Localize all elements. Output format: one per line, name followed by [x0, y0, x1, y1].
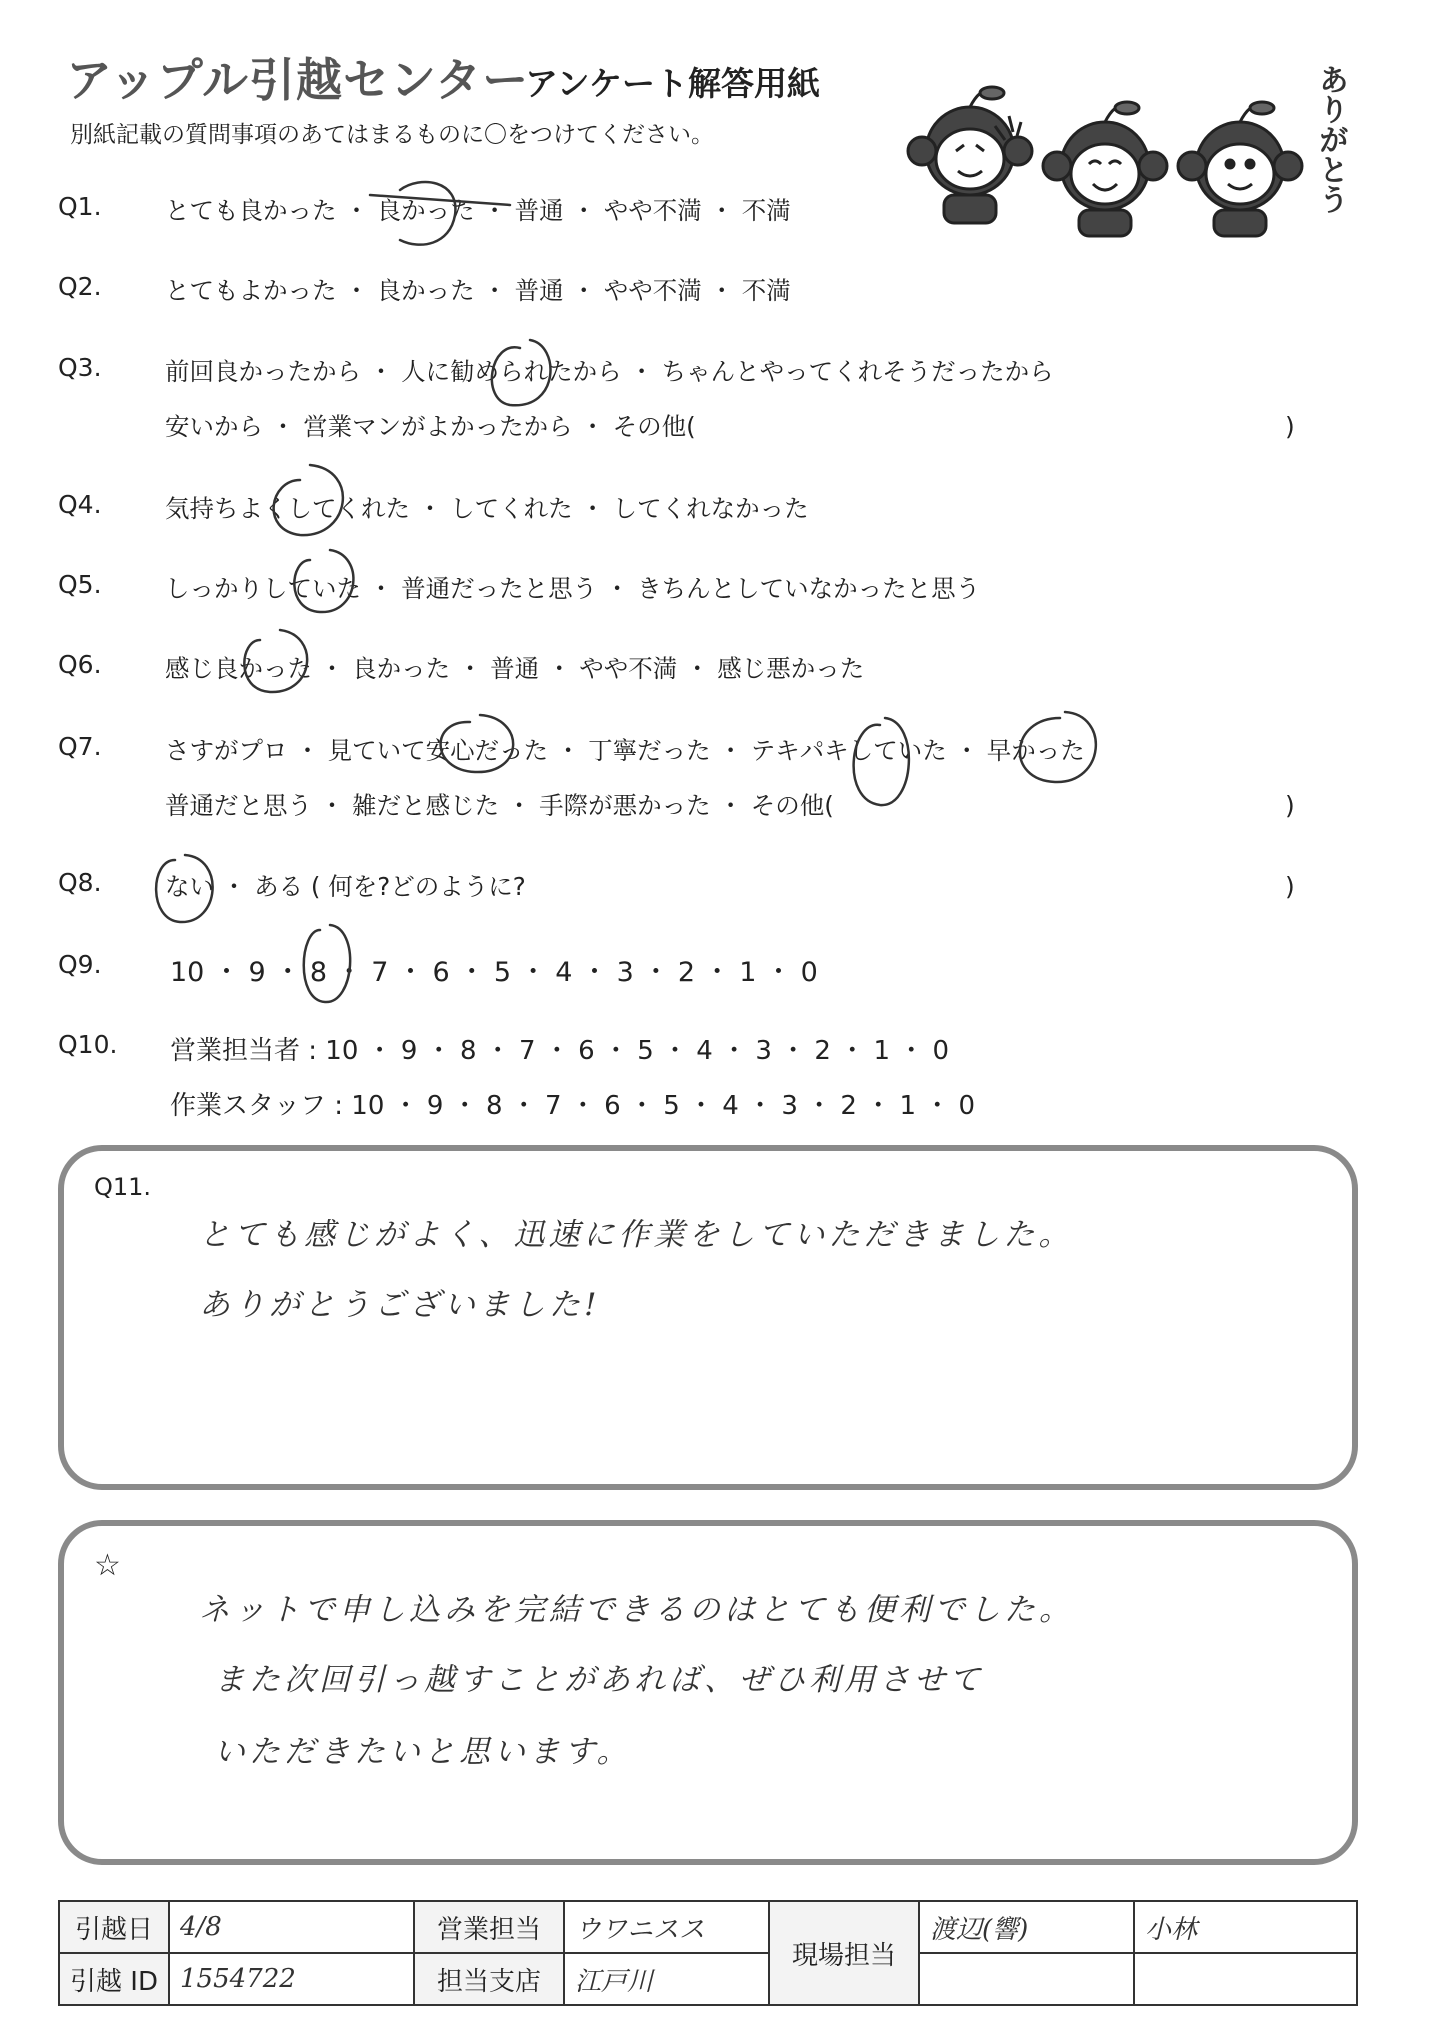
q6-label: Q6.: [58, 650, 102, 679]
q1-options: とても良かった ・ 良かった ・ 普通 ・ やや不満 ・ 不満: [165, 196, 791, 225]
move-date-value: 4/8: [169, 1901, 414, 1953]
q9-label: Q9.: [58, 950, 102, 979]
q5-label: Q5.: [58, 570, 102, 599]
site-staff-1: 渡辺(響): [919, 1901, 1134, 1953]
move-id-value: 1554722: [169, 1953, 414, 2005]
q7-close-paren: ): [1285, 791, 1295, 820]
branch-value: 江戸川: [564, 1953, 769, 2005]
q8-options: ない ・ ある ( 何を?どのように?: [165, 872, 526, 901]
comment-line3: いただきたいと思います。: [214, 1734, 632, 1770]
company-name: アップル引越センター: [66, 53, 530, 107]
sales-value: ウワニスス: [564, 1901, 769, 1953]
q2-options: とてもよかった ・ 良かった ・ 普通 ・ やや不満 ・ 不満: [165, 276, 791, 305]
site-staff-3-empty: [919, 1953, 1134, 2005]
q3-close-paren: ): [1285, 412, 1295, 441]
q3-options-line1: 前回良かったから ・ 人に勧められたから ・ ちゃんとやってくれそうだったから: [165, 357, 1054, 386]
site-staff-2: 小林: [1134, 1901, 1357, 1953]
q11-label: Q11.: [94, 1173, 152, 1201]
instruction-text: 別紙記載の質問事項のあてはまるものに〇をつけてください。: [70, 122, 714, 148]
move-id-label: 引越 ID: [59, 1953, 169, 2005]
q11-answer-line2: ありがとうございました!: [199, 1287, 601, 1323]
sales-label: 営業担当: [414, 1901, 564, 1953]
branch-label: 担当支店: [414, 1953, 564, 2005]
q7-label: Q7.: [58, 732, 102, 761]
q8-label: Q8.: [58, 868, 102, 897]
q9-scale: 10 ・ 9 ・ 8 ・ 7 ・ 6 ・ 5 ・ 4 ・ 3 ・ 2 ・ 1 ・ 0: [170, 957, 818, 988]
q7-options-line2: 普通だと思う ・ 雑だと感じた ・ 手際が悪かった ・ その他(: [165, 791, 834, 820]
form-title: アンケート解答用紙: [525, 64, 821, 103]
q11-answer-box: [58, 1145, 1358, 1490]
mascot-caption: ありがとう: [1313, 64, 1348, 214]
move-info-table: [58, 1900, 1358, 2006]
q1-label: Q1.: [58, 192, 102, 221]
q4-options: 気持ちよくしてくれた ・ してくれた ・ してくれなかった: [165, 494, 809, 523]
q6-options: 感じ良かった ・ 良かった ・ 普通 ・ やや不満 ・ 感じ悪かった: [165, 654, 865, 683]
q10-label: Q10.: [58, 1030, 118, 1059]
q3-label: Q3.: [58, 353, 102, 382]
move-date-label: 引越日: [59, 1901, 169, 1953]
q3-options-line2: 安いから ・ 営業マンがよかったから ・ その他(: [165, 412, 696, 441]
monkey-mascot-illustration: [900, 56, 1360, 241]
q2-label: Q2.: [58, 272, 102, 301]
site-staff-label: 現場担当: [769, 1901, 919, 2005]
comment-line1: ネットで申し込みを完結できるのはとても便利でした。: [199, 1592, 1074, 1628]
q5-options: しっかりしていた ・ 普通だったと思う ・ きちんとしていなかったと思う: [165, 574, 981, 603]
q4-label: Q4.: [58, 490, 102, 519]
q10-sales-scale: 営業担当者 : 10 ・ 9 ・ 8 ・ 7 ・ 6 ・ 5 ・ 4 ・ 3 ・ 2 ・ 1 ・ 0: [170, 1036, 950, 1066]
star-icon: ☆: [94, 1548, 121, 1583]
comment-box: [58, 1520, 1358, 1865]
q10-staff-scale: 作業スタッフ : 10 ・ 9 ・ 8 ・ 7 ・ 6 ・ 5 ・ 4 ・ 3 ・ 2 ・ 1 ・ 0: [170, 1091, 976, 1121]
q11-answer-line1: とても感じがよく、迅速に作業をしていただきました。: [199, 1217, 1074, 1253]
q8-close-paren: ): [1285, 872, 1295, 901]
comment-line2: また次回引っ越すことがあれば、ぜひ利用させて: [214, 1662, 984, 1698]
q7-options-line1: さすがプロ ・ 見ていて安心だった ・ 丁寧だった ・ テキパキしていた ・ 早かった: [165, 736, 1085, 765]
site-staff-4-empty: [1134, 1953, 1357, 2005]
